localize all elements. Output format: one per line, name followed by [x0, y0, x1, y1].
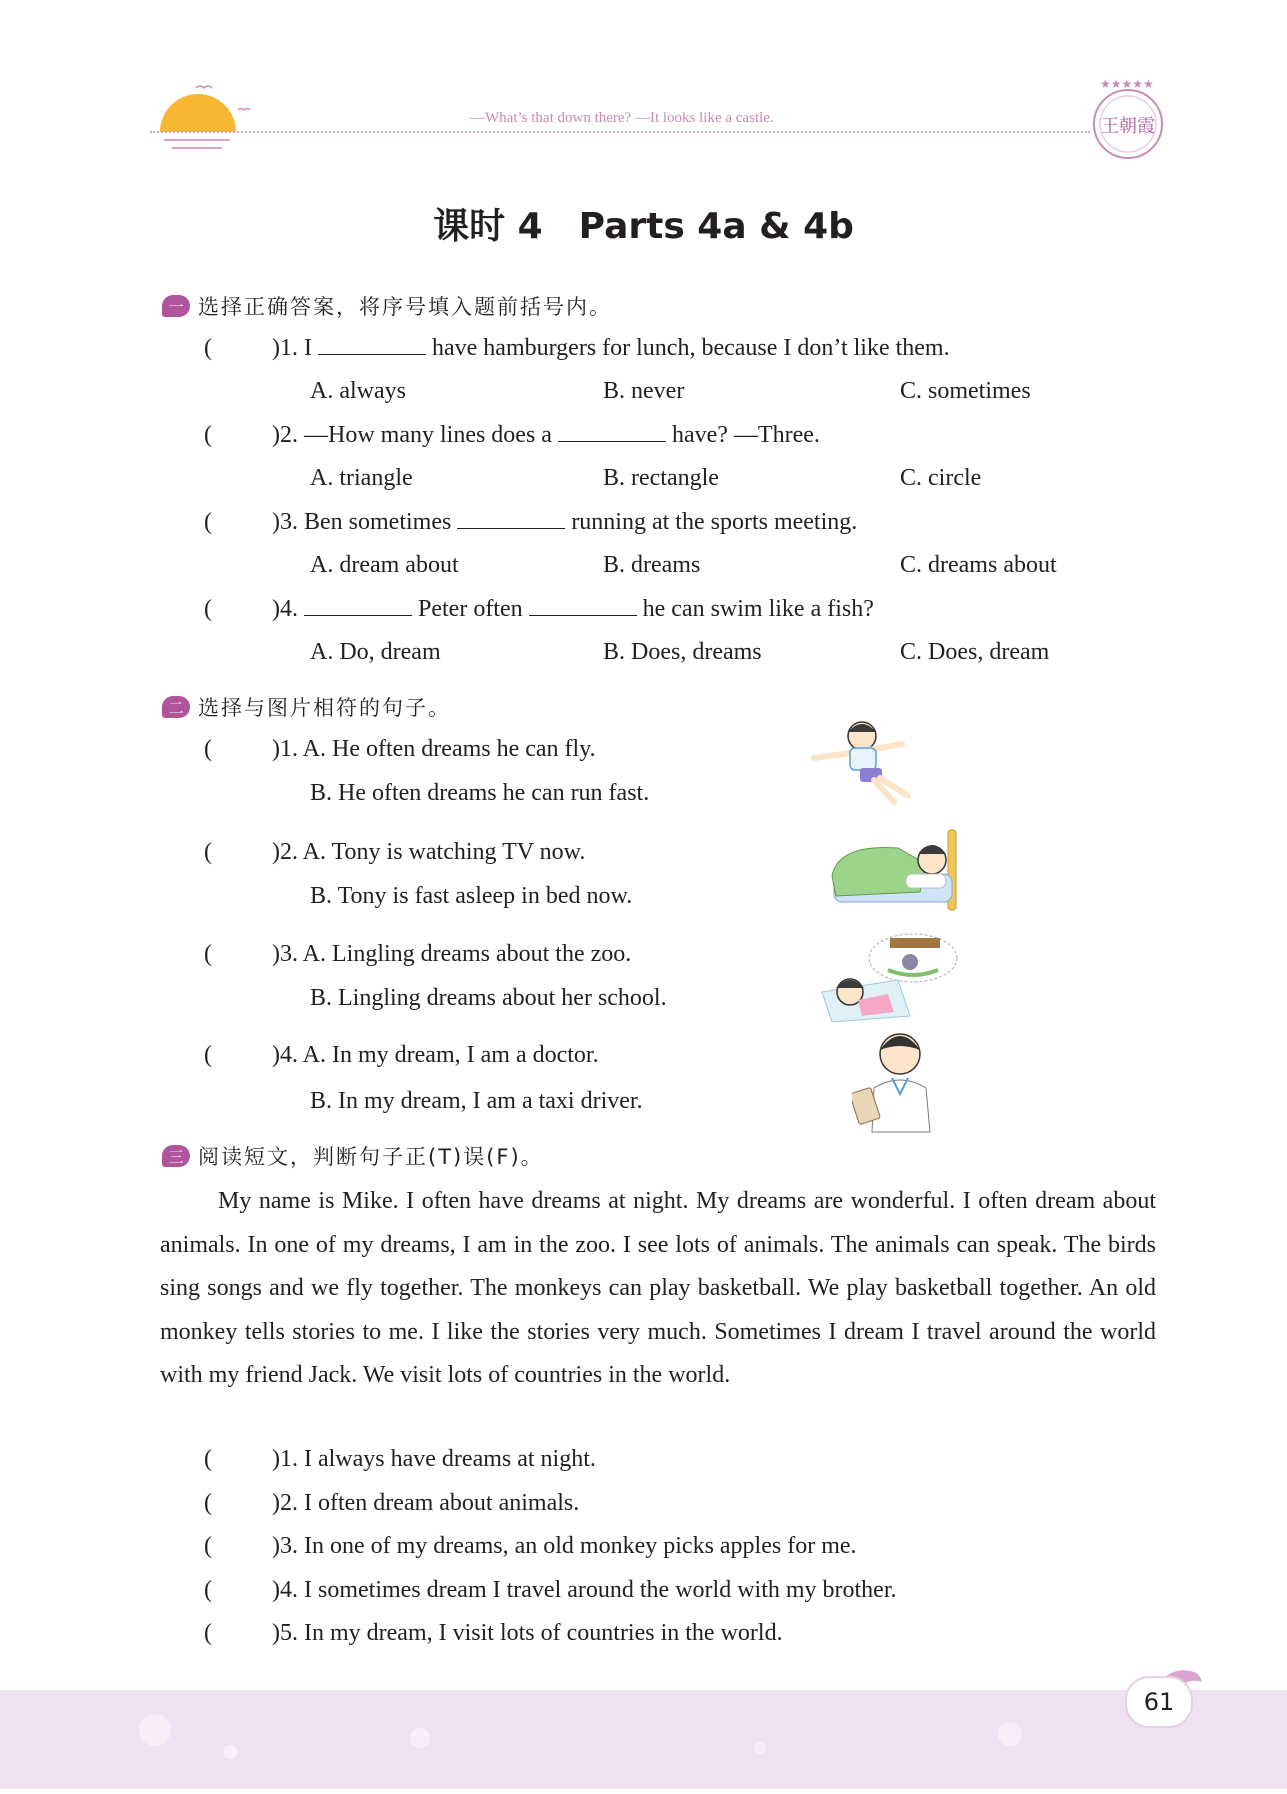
s1-q4-option-c: C. Does, dream [900, 639, 1050, 665]
s1-q3-option-b: B. dreams [603, 552, 701, 578]
section-3-instruction: 阅读短文，判断句子正(T)误(F)。 [198, 1145, 544, 1169]
s1-q1-option-b: B. never [603, 378, 685, 404]
answer-paren[interactable]: ( [204, 1620, 212, 1646]
header-logo [1083, 74, 1173, 164]
s1-q4-option-a: A. Do, dream [310, 639, 441, 665]
answer-paren[interactable]: ( [204, 596, 212, 622]
s1-q1-option-a: A. always [310, 378, 406, 404]
dreaming-girl-illustration [818, 928, 963, 1024]
section-1-instruction: 选择正确答案，将序号填入题前括号内。 [198, 295, 612, 319]
answer-paren[interactable]: ( [204, 1446, 212, 1472]
header-tagline: —What’s that down there? —It looks like a castle. [470, 110, 774, 126]
s1-q4-option-b: B. Does, dreams [603, 639, 762, 665]
answer-blank [558, 423, 666, 442]
answer-paren[interactable]: ( [204, 335, 212, 361]
page-number: 61 [1125, 1676, 1193, 1728]
s1-q2-option-c: C. circle [900, 465, 982, 491]
s1-q2-option-a: A. triangle [310, 465, 413, 491]
logo-text: 王朝霞 [1101, 116, 1155, 137]
answer-blank [318, 336, 426, 355]
s1-q3-option-a: A. dream about [310, 552, 459, 578]
answer-paren[interactable]: ( [204, 1490, 212, 1516]
s2-q2-option-b: B. Tony is fast asleep in bed now. [310, 883, 633, 909]
flying-boy-illustration [810, 718, 925, 808]
s1-q3-option-c: C. dreams about [900, 552, 1057, 578]
answer-paren[interactable]: ( [204, 1042, 212, 1068]
reading-passage: My name is Mike. I often have dreams at night. My dreams are wonderful. I often dream about animals. In one of my dreams, I am in the zoo. I see lots of animals. The animals can speak. The birds sing songs and we fly together. The monkeys can play basketball. We play basketball together. An old monkey tells stories to me. I like the stories very much. Sometimes I dream I travel around the world with my friend Jack. We visit lots of countries in the world. [160, 1188, 1156, 1388]
s2-q4-option-b: B. In my dream, I am a taxi driver. [310, 1088, 643, 1114]
answer-paren[interactable]: ( [204, 839, 212, 865]
section-2-instruction: 选择与图片相符的句子。 [198, 696, 451, 720]
sleeping-boy-illustration [828, 826, 970, 914]
answer-paren[interactable]: ( [204, 736, 212, 762]
doctor-boy-illustration [852, 1028, 944, 1134]
answer-paren[interactable]: ( [204, 422, 212, 448]
answer-paren[interactable]: ( [204, 509, 212, 535]
s1-q2-option-b: B. rectangle [603, 465, 719, 491]
header-dotted-line [150, 131, 1090, 133]
s2-q1-option-b: B. He often dreams he can run fast. [310, 780, 650, 806]
section-3-heading [162, 1141, 544, 1171]
answer-blank [457, 510, 565, 529]
answer-blank [304, 597, 412, 616]
section-2-badge: 二 [162, 696, 190, 718]
section-1-heading [162, 291, 612, 321]
header-sun-decoration [150, 78, 260, 158]
section-3-badge: 三 [162, 1145, 190, 1167]
answer-paren[interactable]: ( [204, 941, 212, 967]
page-title: 课时 4 Parts 4a & 4b [433, 206, 854, 247]
svg-text:★★★★★: ★★★★★ [1100, 77, 1154, 91]
answer-paren[interactable]: ( [204, 1577, 212, 1603]
section-2-heading [162, 692, 451, 722]
section-1-badge: 一 [162, 295, 190, 317]
answer-paren[interactable]: ( [204, 1533, 212, 1559]
s1-q1-option-c: C. sometimes [900, 378, 1031, 404]
answer-blank [529, 597, 637, 616]
s2-q3-option-b: B. Lingling dreams about her school. [310, 985, 667, 1011]
footer-band [0, 1690, 1287, 1789]
